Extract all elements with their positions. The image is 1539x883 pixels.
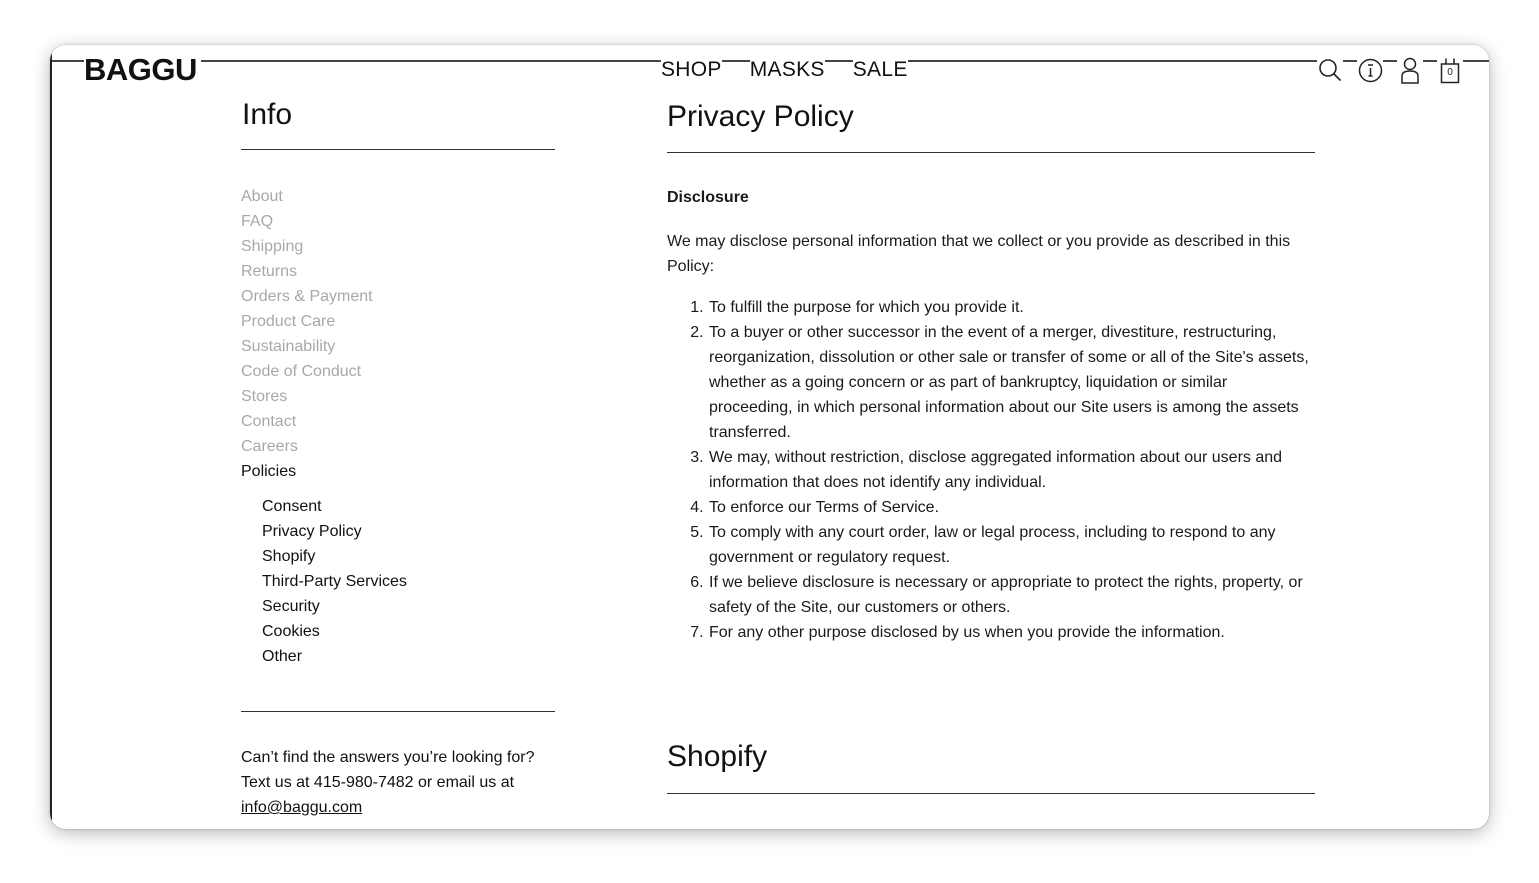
nav-shop[interactable]: SHOP: [661, 58, 722, 81]
logo[interactable]: BAGGU: [84, 53, 201, 87]
cart-icon[interactable]: [1437, 55, 1463, 85]
help-email-link[interactable]: info@baggu.com: [241, 799, 363, 816]
submenu-item-shopify[interactable]: Shopify: [262, 548, 316, 565]
sidebar-item-about[interactable]: About: [241, 188, 283, 205]
submenu-item-other[interactable]: Other: [262, 648, 303, 665]
list-item: 1. To fulfill the purpose for which you provide it.: [708, 295, 1315, 320]
search-icon[interactable]: [1317, 55, 1343, 85]
sidebar-title: Info: [242, 98, 293, 131]
browser-window: [50, 45, 1489, 829]
sidebar-item-returns[interactable]: Returns: [241, 263, 298, 280]
sidebar-item-orders-payment[interactable]: Orders & Payment: [241, 288, 373, 305]
nav-masks[interactable]: MASKS: [749, 58, 825, 81]
sidebar-item-sustainability[interactable]: Sustainability: [241, 338, 336, 355]
sidebar-menu: [241, 184, 555, 484]
section-title-shopify: Shopify: [667, 740, 768, 773]
help-line-2: Text us at 415-980-7482 or email us at: [241, 774, 515, 791]
sidebar-item-shipping[interactable]: Shipping: [241, 238, 304, 255]
list-item: 4. To enforce our Terms of Service.: [708, 495, 1315, 520]
policy-content: [667, 97, 1315, 794]
cart-count: 0: [1447, 67, 1453, 78]
submenu-item-third-party-services[interactable]: Third-Party Services: [262, 573, 407, 590]
sidebar-divider-bottom: [241, 711, 555, 712]
account-icon[interactable]: [1397, 55, 1423, 85]
nav-sale[interactable]: SALE: [852, 58, 908, 81]
list-item: 3. We may, without restriction, disclose aggregated information about our users and information that does not identify any individual.: [708, 445, 1315, 495]
policies-submenu: [241, 494, 555, 669]
sidebar-divider: [241, 149, 555, 150]
help-text: [241, 745, 555, 820]
submenu-item-security[interactable]: Security: [262, 598, 320, 615]
shopify-divider: [667, 793, 1315, 794]
sidebar-item-faq[interactable]: FAQ: [241, 213, 274, 230]
sidebar-item-product-care[interactable]: Product Care: [241, 313, 336, 330]
list-item: 7. For any other purpose disclosed by us when you provide the information.: [708, 620, 1315, 645]
sidebar-item-stores[interactable]: Stores: [241, 388, 288, 405]
sidebar-item-code-of-conduct[interactable]: Code of Conduct: [241, 363, 362, 380]
page-title: Privacy Policy: [667, 100, 854, 133]
sidebar-item-careers[interactable]: Careers: [241, 438, 298, 455]
sidebar-item-policies[interactable]: Policies: [241, 463, 297, 480]
info-sidebar: [241, 95, 555, 820]
disclosure-list: [667, 295, 1315, 645]
submenu-item-consent[interactable]: Consent: [262, 498, 322, 515]
sidebar-item-contact[interactable]: Contact: [241, 413, 297, 430]
help-line-1: Can’t find the answers you’re looking for?: [241, 749, 535, 766]
header-icons: [1317, 55, 1463, 85]
list-item: 5. To comply with any court order, law or legal process, including to respond to any government or regulatory request.: [708, 520, 1315, 570]
submenu-item-privacy-policy[interactable]: Privacy Policy: [262, 523, 362, 540]
title-divider: [667, 152, 1315, 153]
list-item: 2. To a buyer or other successor in the event of a merger, divestiture, restructuring, reorganization, dissolution or other sale or transfer of some or all of the Site's assets, whether as a going concern or as part of bankruptcy, liquidation or similar proceeding, in which personal information about our Site users is among the assets transferred.: [708, 320, 1315, 445]
list-item: 6. If we believe disclosure is necessary or appropriate to protect the rights, property, or safety of the Site, our customers or others.: [708, 570, 1315, 620]
intro-paragraph: We may disclose personal information that we collect or you provide as described in this Policy:: [667, 233, 1291, 275]
info-icon[interactable]: [1357, 55, 1383, 85]
main-nav: [661, 57, 908, 83]
submenu-item-cookies[interactable]: Cookies: [262, 623, 320, 640]
section-heading: Disclosure: [667, 189, 749, 206]
